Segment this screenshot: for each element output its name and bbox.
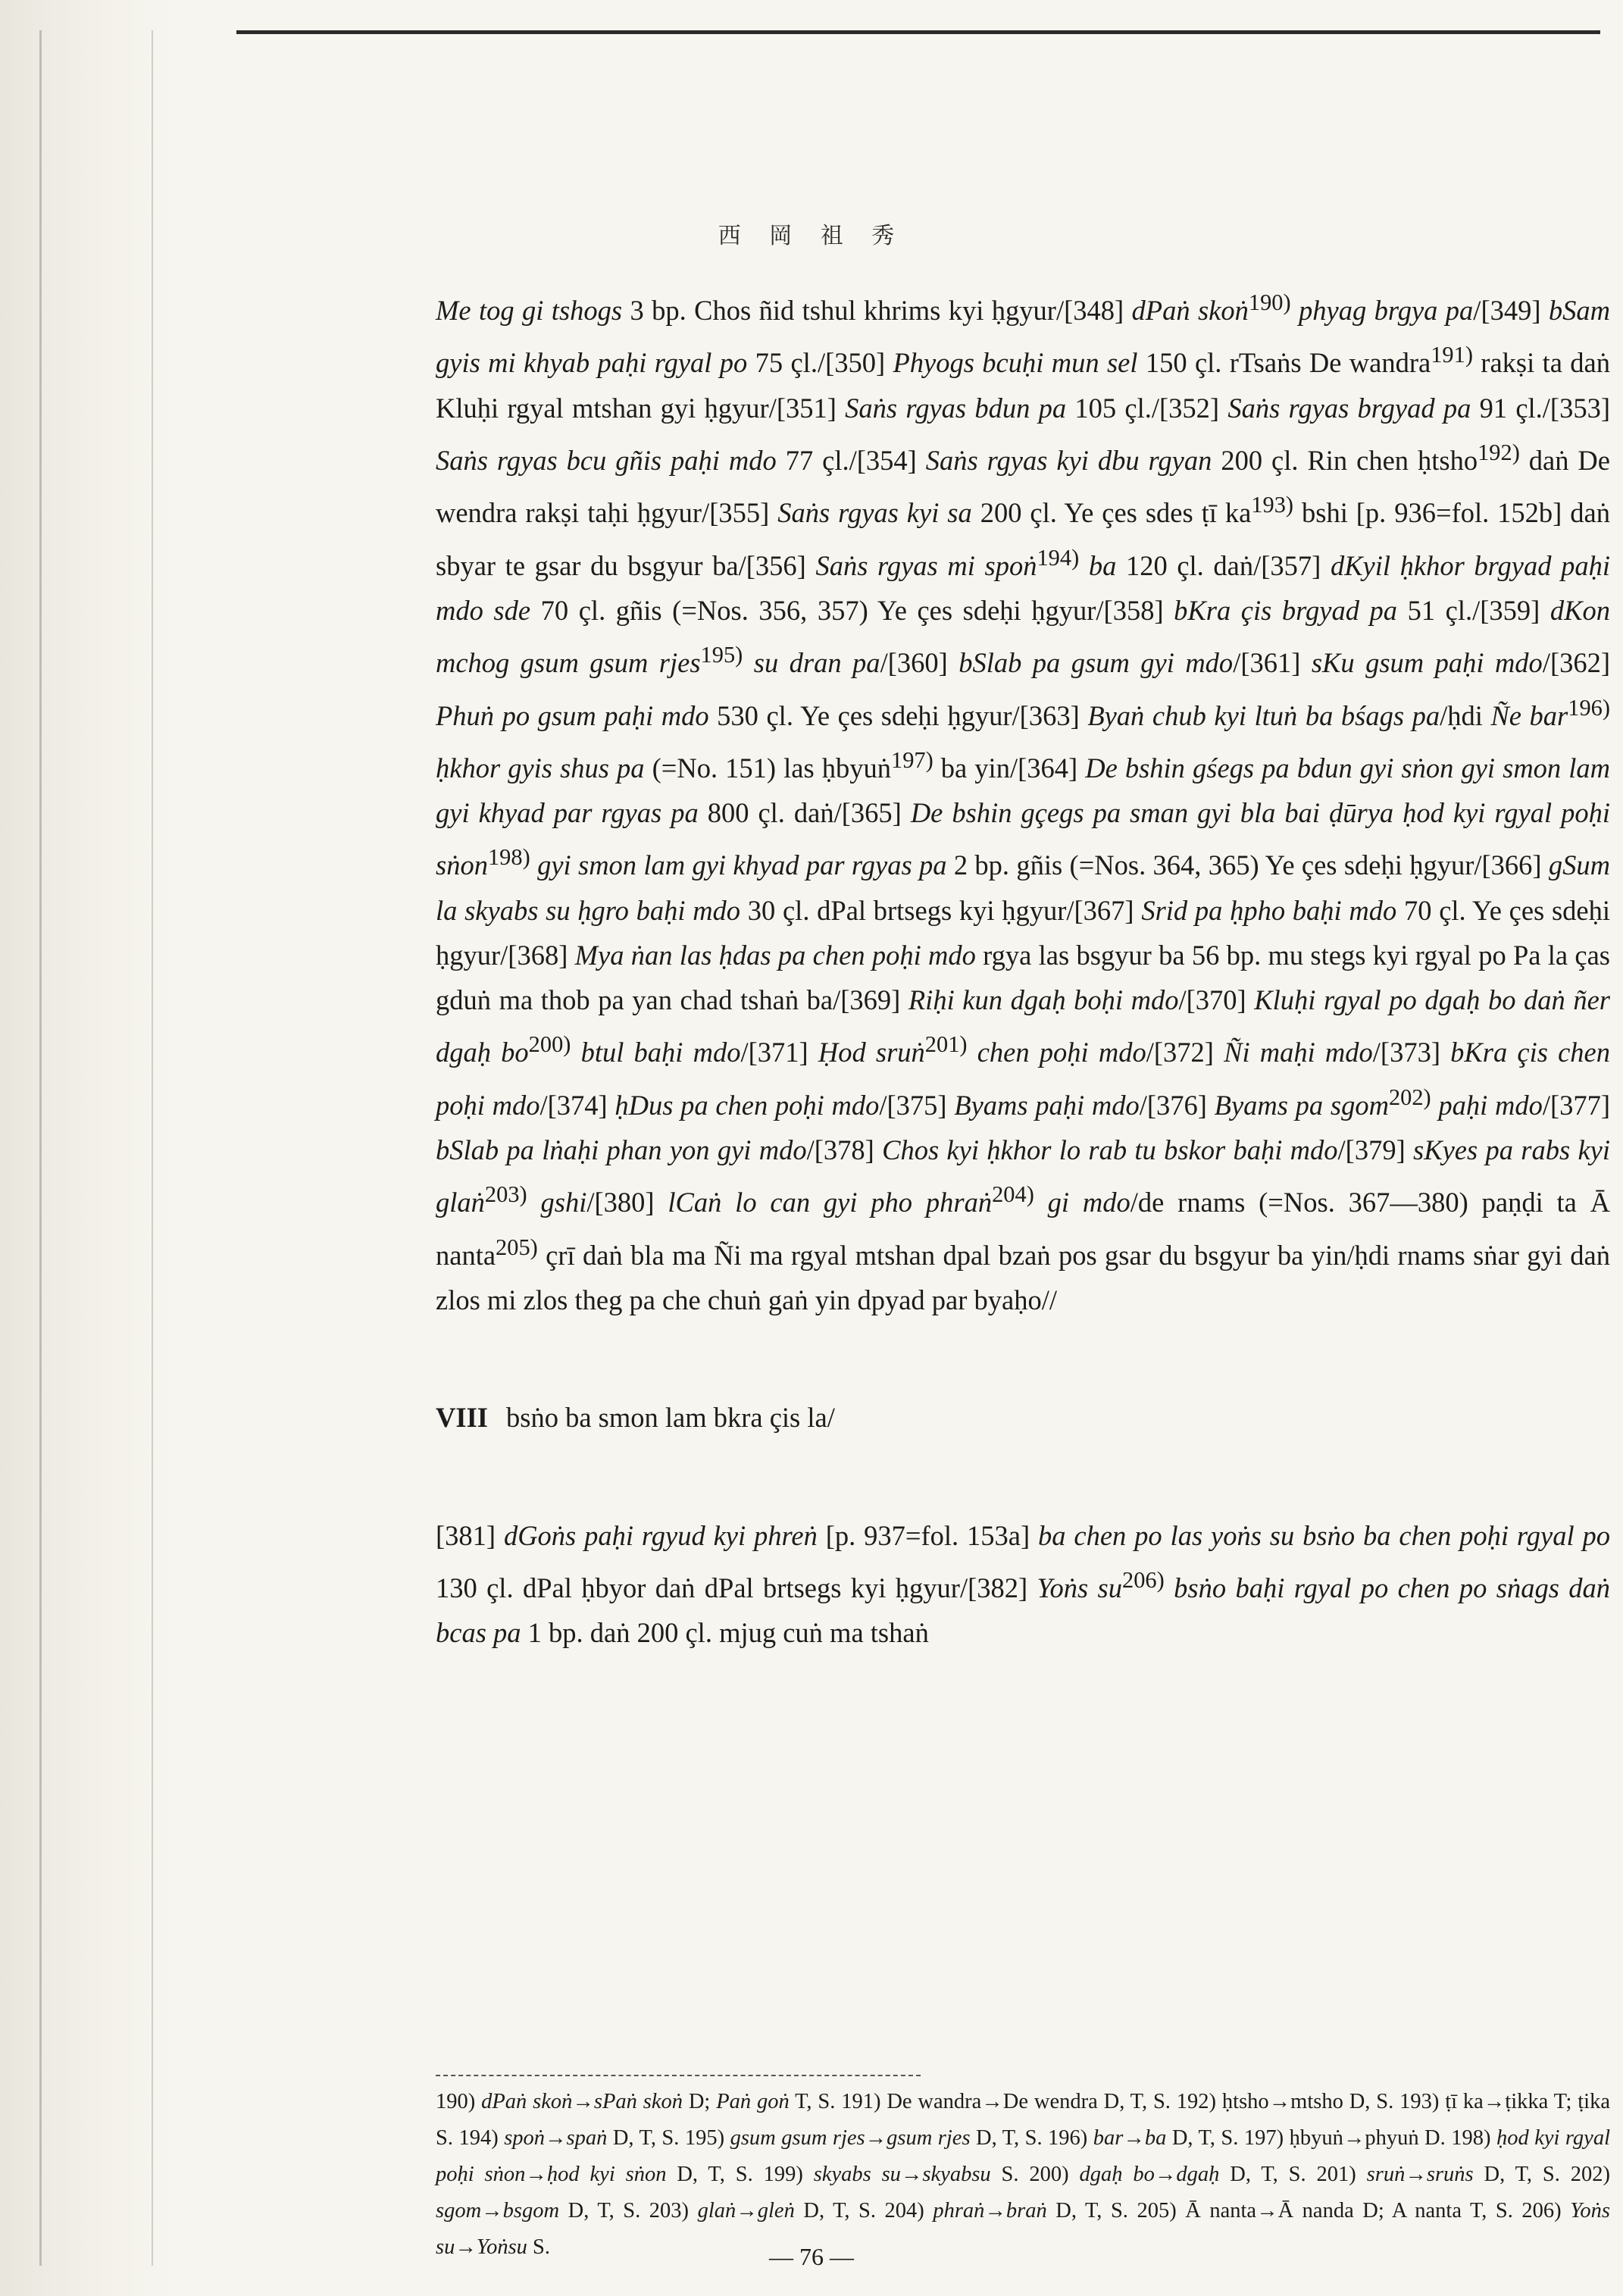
text-run: D; <box>682 2090 717 2113</box>
text-run: D, T, S. 195) <box>607 2126 730 2150</box>
italic-title: phyag brgya pa <box>1299 295 1474 327</box>
italic-title: Byams paḥi mdo <box>954 1089 1140 1121</box>
footnote-text <box>436 2084 1610 2266</box>
text-run: rakṣi ta daṅ Kluḥi rgyal mtshan gyi ḥgyur/[351] <box>436 347 1610 424</box>
italic-title: Saṅs rgyas bcu gñis paḥi mdo <box>436 445 777 477</box>
italic-title: ba <box>1088 549 1117 581</box>
text-run: /[373] <box>1372 1037 1451 1068</box>
text-run: /[371] <box>740 1037 818 1068</box>
italic-title: bKra çis brgyad pa <box>1174 595 1398 626</box>
italic-title: Yoṅs su <box>1037 1572 1122 1603</box>
text-run: 105 çl./[352] <box>1066 392 1228 424</box>
paragraph-section-viii <box>436 1513 1610 1656</box>
scan-binding-shadow <box>0 0 174 2296</box>
footnote-marker: 194) <box>1037 544 1080 571</box>
italic-title: spoṅ→spaṅ <box>504 2126 608 2150</box>
italic-title: btul baḥi mdo <box>580 1037 741 1068</box>
italic-title: dGoṅs paḥi rgyud kyi phreṅ <box>503 1519 818 1551</box>
footnote-marker: 200) <box>528 1031 571 1058</box>
italic-title: gSum la skyabs su ḥgro baḥi mdo <box>436 849 1610 926</box>
text-run: /[378] <box>806 1134 883 1166</box>
text-run: /[362] <box>1542 647 1611 679</box>
italic-title: sruṅ→sruṅs <box>1366 2163 1474 2186</box>
italic-title: Paṅ goṅ <box>716 2090 790 2113</box>
text-run: /[377] <box>1542 1089 1611 1121</box>
text-run <box>571 1037 580 1068</box>
text-run: [p. 937=fol. 153a] <box>817 1519 1038 1551</box>
italic-title: sKu gsum paḥi mdo <box>1311 647 1543 679</box>
section-number: VIII <box>436 1402 488 1434</box>
text-run <box>1291 295 1299 326</box>
footnote-marker: 201) <box>924 1031 968 1058</box>
italic-title: su dran pa <box>753 647 880 679</box>
text-run: 1 bp. daṅ 200 çl. mjug cuṅ ma tshaṅ <box>521 1617 929 1649</box>
italic-title: Ḥod sruṅ <box>818 1037 925 1068</box>
text-run: /[375] <box>879 1089 955 1121</box>
text-run: D, T, S. 199) <box>666 2163 814 2186</box>
section-title: bsṅo ba smon lam bkra çis la/ <box>505 1402 835 1434</box>
italic-title: ḥod kyi rgyal poḥi sṅon→ḥod kyi sṅon <box>436 2126 1610 2186</box>
text-run: /[380] <box>586 1187 668 1218</box>
italic-title: gi mdo <box>1047 1187 1130 1218</box>
footnote-marker: 191) <box>1431 342 1473 368</box>
text-run: (=No. 151) las ḥbyuṅ <box>644 752 891 784</box>
text-run: 530 çl. Ye çes sdeḥi ḥgyur/[363] <box>708 699 1088 731</box>
italic-title: ba chen po las yoṅs su bsṅo ba chen poḥi rgyal po <box>1038 1519 1610 1551</box>
text-run: /[360] <box>880 647 959 679</box>
text-run: [381] <box>436 1519 504 1551</box>
italic-title: bSam gyis mi khyab paḥi rgyal po <box>436 295 1610 379</box>
italic-title: ḥkhor gyis shus pa <box>436 752 645 784</box>
text-run <box>527 1187 541 1218</box>
top-rule <box>236 30 1600 34</box>
text-run: 3 bp. Chos ñid tshul khrims kyi ḥgyur/[348] <box>622 295 1132 327</box>
italic-title: dPaṅ skoṅ→sPaṅ skoṅ <box>481 2090 683 2113</box>
section-heading <box>436 1395 1610 1440</box>
italic-title: gyi smon lam gyi khyad par rgyas pa <box>537 849 947 881</box>
text-run: D, T, S. 205) Ā nanta→Ā nanda D; A nanta T, S. 206) <box>1046 2199 1571 2222</box>
footnote-marker: 197) <box>890 746 933 773</box>
footnote-marker: 204) <box>992 1181 1034 1208</box>
text-run: 77 çl./[354] <box>776 445 926 477</box>
footnote-rule <box>436 2075 921 2076</box>
italic-title: dKon mchog gsum gsum rjes <box>436 595 1611 679</box>
italic-title: Me tog gi tshogs <box>436 295 623 327</box>
footnote-marker: 192) <box>1478 439 1520 465</box>
italic-title: Saṅs rgyas kyi dbu rgyan <box>925 445 1212 477</box>
text-run: 91 çl./[353] <box>1471 392 1610 424</box>
text-run: /de rnams (=Nos. 367—380) paṇḍi ta Ā nanta <box>436 1187 1611 1271</box>
text-run: 150 çl. rTsaṅs De wandra <box>1137 347 1431 379</box>
text-run: /[379] <box>1337 1134 1414 1166</box>
footnote-marker: 203) <box>484 1181 527 1208</box>
italic-title: Byaṅ chub kyi ltuṅ ba bśags pa <box>1087 699 1440 731</box>
text-run: D, T, S. 203) <box>559 2199 698 2222</box>
text-run: 800 çl. daṅ/[365] <box>698 797 911 829</box>
text-run <box>1431 1090 1439 1121</box>
text-run: S. <box>527 2235 551 2259</box>
italic-title: Srid pa ḥpho baḥi mdo <box>1141 894 1397 926</box>
text-run: 200 çl. Ye çes sdes ṭī ka <box>971 497 1252 529</box>
italic-title: dgaḥ bo→dgaḥ <box>1079 2163 1220 2186</box>
italic-title: phraṅ→braṅ <box>933 2199 1047 2222</box>
italic-title: sKyes pa rabs kyi glaṅ <box>436 1134 1611 1218</box>
text-run: /[372] <box>1146 1037 1224 1068</box>
text-run: /[361] <box>1233 647 1312 679</box>
italic-title: Phuṅ po gsum paḥi mdo <box>436 699 709 731</box>
text-run: D, T, S. 197) ḥbyuṅ→phyuṅ D. 198) <box>1166 2126 1496 2150</box>
text-run: D, T, S. 202) <box>1473 2163 1611 2186</box>
italic-title: bSlab pa lṅaḥi phan yon gyi mdo <box>436 1134 807 1166</box>
footnote-marker: 193) <box>1251 492 1294 518</box>
text-run: 190) <box>436 2090 482 2113</box>
italic-title: De bshin gçegs pa sman gyi bla bai ḍūrya ḥod kyi rgyal poḥi sṅon <box>436 797 1611 881</box>
italic-title: gshi <box>540 1187 587 1218</box>
footnote-marker: 202) <box>1388 1084 1431 1110</box>
italic-title: gsum gsum rjes→gsum rjes <box>730 2126 971 2150</box>
text-run: 130 çl. dPal ḥbyor daṅ dPal brtsegs kyi ḥgyur/[382] <box>436 1572 1037 1603</box>
italic-title: dKyil ḥkhor brgyad paḥi mdo sde <box>436 549 1610 626</box>
italic-title: Chos kyi ḥkhor lo rab tu bskor baḥi mdo <box>882 1134 1338 1166</box>
paragraph-catalog-entries <box>436 280 1610 1322</box>
footnotes <box>436 2084 1610 2266</box>
text-run <box>743 647 753 678</box>
text-run: 51 çl./[359] <box>1397 595 1550 626</box>
italic-title: dPaṅ skoṅ <box>1131 295 1249 327</box>
text-run: 70 çl. gñis (=Nos. 356, 357) Ye çes sdeḥi ḥgyur/[358] <box>530 595 1174 626</box>
italic-title: skyabs su→skyabsu <box>813 2163 991 2186</box>
text-run: 30 çl. dPal brtsegs kyi ḥgyur/[367] <box>740 894 1142 926</box>
text-run: çrī daṅ bla ma Ñi ma rgyal mtshan dpal bzaṅ pos gsar du bsgyur ba yin/ḥdi rnams sṅar gyi daṅ zlos mi zlos theg pa che chuṅ gaṅ yin dpyad par byaḥo// <box>436 1239 1610 1316</box>
italic-title: bSlab pa gsum gyi mdo <box>958 647 1234 679</box>
text-run: /ḥdi <box>1440 699 1491 731</box>
footnote-marker: 198) <box>487 844 530 871</box>
text-run: D, T, S. 201) <box>1219 2163 1367 2186</box>
text-run: 75 çl./[350] <box>747 347 893 379</box>
text-run <box>968 1037 977 1068</box>
text-run: /[374] <box>539 1089 615 1121</box>
text-run: /[370] <box>1178 984 1255 1016</box>
italic-title: Saṅs rgyas mi spoṅ <box>815 549 1037 581</box>
page-number: — 76 — <box>769 2243 854 2270</box>
italic-title: Kluḥi rgyal po dgaḥ bo daṅ ñer dgaḥ bo <box>436 984 1611 1068</box>
italic-title: Saṅs rgyas kyi sa <box>777 497 972 529</box>
text-run: bshi [p. 936=fol. 152b] daṅ sbyar te gsar du bsgyur ba/[356] <box>436 497 1610 581</box>
text-run <box>530 850 537 881</box>
italic-title: paḥi mdo <box>1438 1089 1543 1121</box>
italic-title: bar→ba <box>1093 2126 1167 2150</box>
running-head: 西 岡 祖 秀 <box>718 223 905 249</box>
text-run: /[376] <box>1139 1089 1215 1121</box>
italic-title: Saṅs rgyas bdun pa <box>845 392 1067 424</box>
footnote-marker: 190) <box>1248 289 1291 315</box>
text-run: daṅ De wendra rakṣi taḥi ḥgyur/[355] <box>436 445 1610 529</box>
footnote-marker: 196) <box>1568 694 1611 721</box>
text-run: S. 200) <box>990 2163 1080 2186</box>
italic-title: Saṅs rgyas brgyad pa <box>1227 392 1471 424</box>
text-run: 2 bp. gñis (=Nos. 364, 365) Ye çes sdeḥi ḥgyur/[366] <box>946 849 1549 881</box>
text-run: rgya las bsgyur ba 56 bp. mu stegs kyi rgyal po Pa la ças gduṅ ma thob pa yan chad tshaṅ ba/[369] <box>436 940 1610 1016</box>
italic-title: De bshin gśegs pa bdun gyi sṅon gyi smon lam gyi khyad par rgyas pa <box>436 752 1610 829</box>
text-run: 70 çl. Ye çes sdeḥi ḥgyur/[368] <box>436 894 1610 971</box>
italic-title: glaṅ→gleṅ <box>697 2199 795 2222</box>
italic-title: lCaṅ lo can gyi pho phraṅ <box>668 1187 993 1218</box>
text-run: 200 çl. Rin chen ḥtsho <box>1212 445 1478 477</box>
text-run: /[349] <box>1473 295 1549 327</box>
text-run <box>1079 550 1089 581</box>
footnote-marker: 205) <box>496 1234 538 1260</box>
body-text <box>436 280 1610 1655</box>
italic-title: ḥDus pa chen poḥi mdo <box>614 1089 880 1121</box>
text-run: D, T, S. 196) <box>970 2126 1093 2150</box>
text-run <box>1165 1572 1174 1603</box>
footnote-marker: 206) <box>1122 1566 1165 1593</box>
italic-title: Ñe bar <box>1490 699 1568 731</box>
italic-title: sgom→bsgom <box>436 2199 560 2222</box>
italic-title: Yoṅs su→Yoṅsu <box>436 2199 1611 2259</box>
footnote-marker: 195) <box>700 642 743 668</box>
italic-title: bsṅo baḥi rgyal po chen po sṅags daṅ bcas pa <box>436 1572 1611 1649</box>
italic-title: Byams pa sgom <box>1214 1089 1389 1121</box>
italic-title: Riḥi kun dgaḥ boḥi mdo <box>908 984 1179 1016</box>
text-run: T, S. 191) De wandra→De wendra D, T, S. 192) ḥtsho→mtsho D, S. 193) ṭī ka→ṭikka T; ṭika S. 194) <box>436 2090 1610 2150</box>
text-run: ba yin/[364] <box>933 752 1086 784</box>
italic-title: Phyogs bcuḥi mun sel <box>893 347 1138 379</box>
text-run: D, T, S. 204) <box>794 2199 933 2222</box>
italic-title: Ñi maḥi mdo <box>1224 1037 1373 1068</box>
text-run <box>1034 1187 1048 1218</box>
italic-title: Mya ṅan las ḥdas pa chen poḥi mdo <box>574 940 976 971</box>
italic-title: chen poḥi mdo <box>977 1037 1146 1068</box>
text-run: 120 çl. daṅ/[357] <box>1116 549 1331 581</box>
italic-title: bKra çis chen poḥi mdo <box>436 1037 1610 1121</box>
